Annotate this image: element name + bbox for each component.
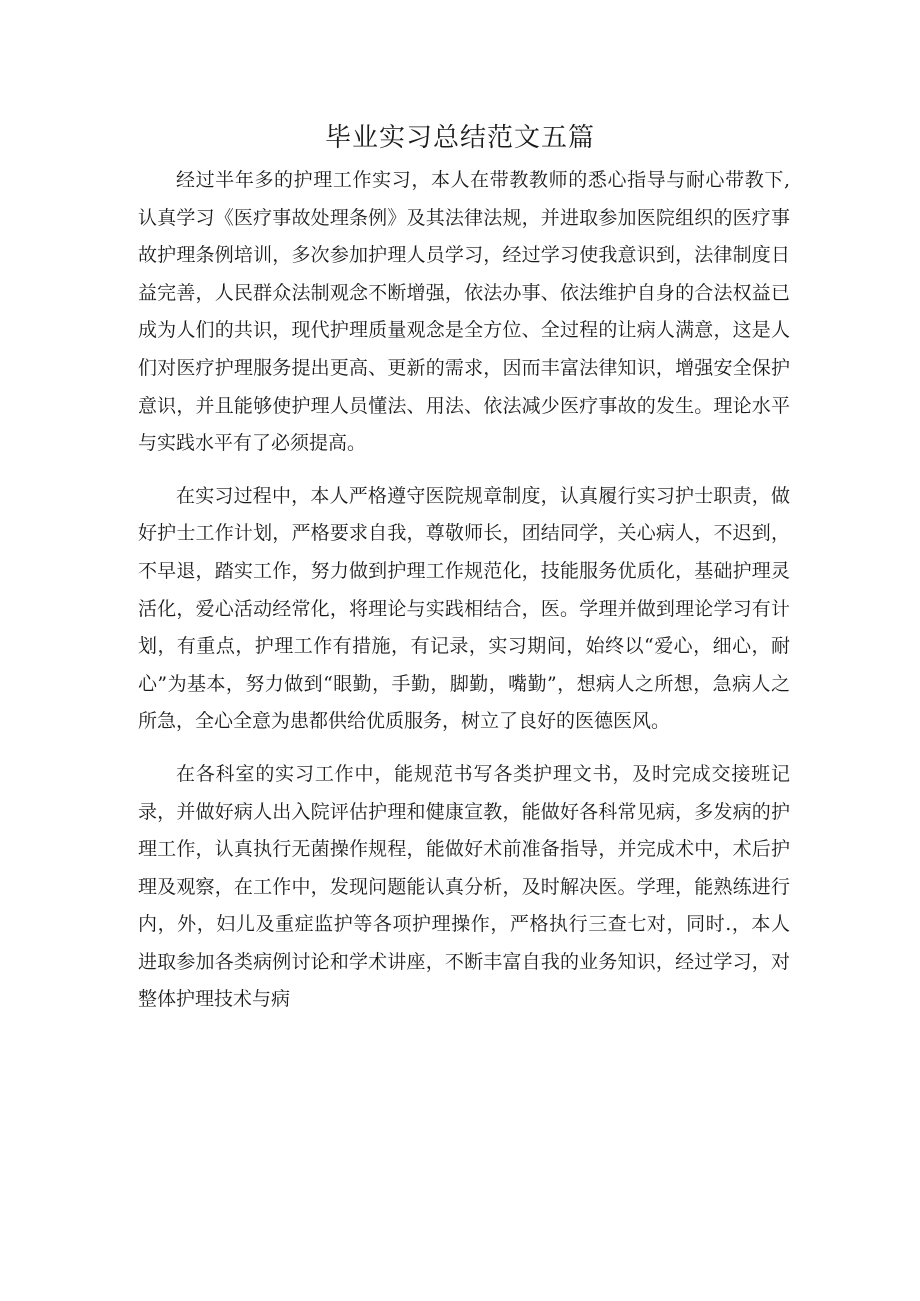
document-body (138, 162, 790, 1034)
paragraph-3: 在各科室的实习工作中，能规范书写各类护理文书，及时完成交接班记录，并做好病人出入院评估护理和健康宣教，能做好各科常见病，多发病的护理工作，认真执行无菌操作规程，能做好术前准备指导，并完成术中，术后护理及观察，在工作中，发现问题能认真分析，及时解决医。学理，能熟练进行内，外，妇儿及重症监护等各项护理操作，严格执行三查七对，同时.，本人进取参加各类病例讨论和学术讲座，不断丰富自我的业务知识，经过学习，对整体护理技术与病 (138, 762, 790, 1011)
document-title: 毕业实习总结范文五篇 (324, 123, 595, 153)
paragraph-1: 经过半年多的护理工作实习，本人在带教教师的悉心指导与耐心带教下,认真学习《医疗事故处理条例》及其法律法规，并进取参加医院组织的医疗事故护理条例培训，多次参加护理人员学习，经过学习使我意识到，法律制度日益完善，人民群众法制观念不断增强，依法办事、依法维护自身的合法权益已成为人们的共识，现代护理质量观念是全方位、全过程的让病人满意，这是人们对医疗护理服务提出更高、更新的需求，因而丰富法律知识，增强安全保护意识，并且能够使护理人员懂法、用法、依法减少医疗事故的发生。理论水平与实践水平有了必须提高。 (138, 169, 790, 455)
paragraph-2: 在实习过程中，本人严格遵守医院规章制度，认真履行实习护士职责，做好护士工作计划，严格要求自我，尊敬师长，团结同学，关心病人，不迟到，不早退，踏实工作，努力做到护理工作规范化，技能服务优质化，基础护理灵活化，爱心活动经常化，将理论与实践相结合，医。学理并做到理论学习有计划，有重点，护理工作有措施，有记录，实习期间，始终以“爱心，细心，耐心”为基本，努力做到“眼勤，手勤，脚勤，嘴勤”，想病人之所想，急病人之所急，全心全意为患都供给优质服务，树立了良好的医德医风。 (138, 484, 790, 733)
